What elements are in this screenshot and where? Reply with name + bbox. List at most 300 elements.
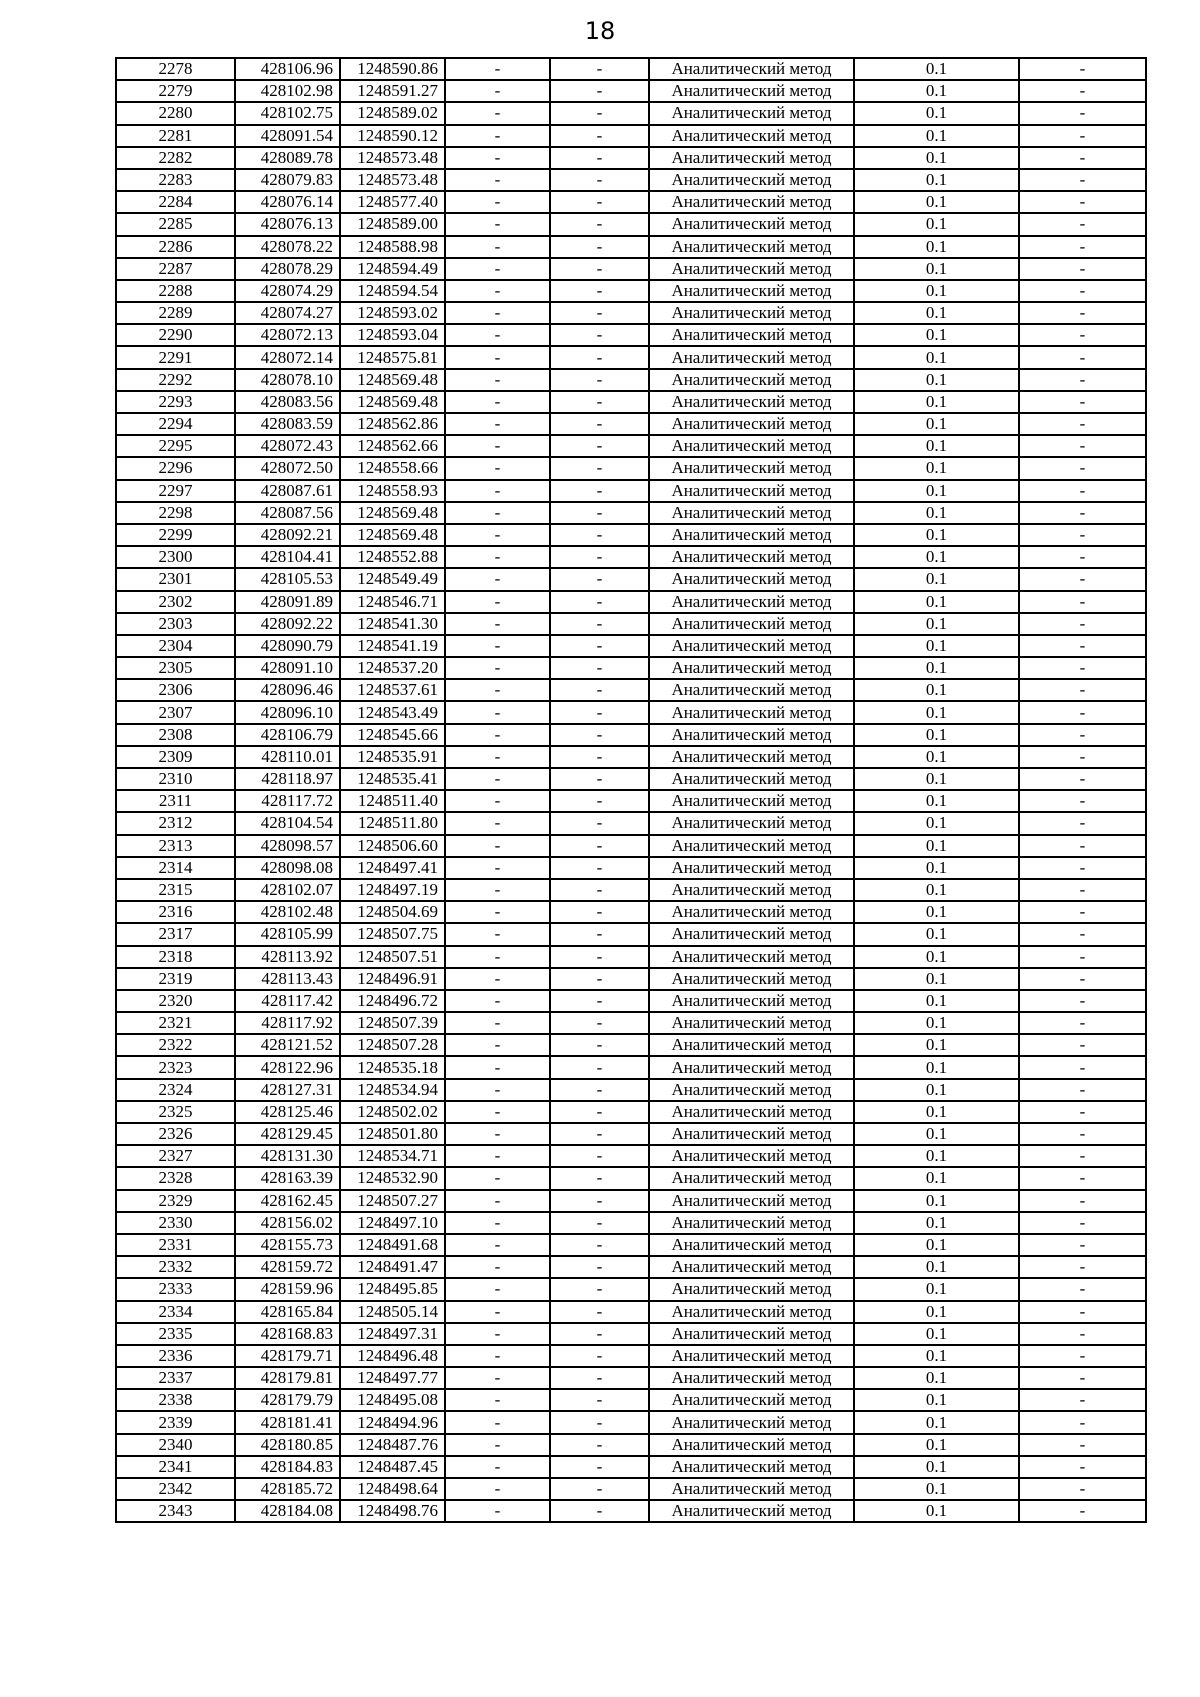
table-row <box>116 1323 1146 1345</box>
empty-cell-a: - <box>445 701 550 723</box>
empty-cell-c: - <box>1019 591 1146 613</box>
point-number-cell: 2300 <box>116 546 235 568</box>
point-number-cell: 2325 <box>116 1101 235 1123</box>
y-coordinate-cell: 1248502.02 <box>340 1101 445 1123</box>
method-cell: Аналитический метод <box>649 901 854 923</box>
empty-cell-c: - <box>1019 1079 1146 1101</box>
empty-cell-c: - <box>1019 746 1146 768</box>
empty-cell-a: - <box>445 724 550 746</box>
empty-cell-b: - <box>550 746 649 768</box>
precision-cell: 0.1 <box>854 369 1019 391</box>
table-row <box>116 524 1146 546</box>
x-coordinate-cell: 428078.29 <box>235 258 340 280</box>
empty-cell-b: - <box>550 457 649 479</box>
table-row <box>116 568 1146 590</box>
y-coordinate-cell: 1248537.20 <box>340 657 445 679</box>
table-row <box>116 391 1146 413</box>
table-row <box>116 923 1146 945</box>
empty-cell-b: - <box>550 724 649 746</box>
empty-cell-a: - <box>445 1278 550 1300</box>
y-coordinate-cell: 1248573.48 <box>340 169 445 191</box>
empty-cell-c: - <box>1019 1301 1146 1323</box>
empty-cell-b: - <box>550 857 649 879</box>
precision-cell: 0.1 <box>854 1079 1019 1101</box>
table-row <box>116 1456 1146 1478</box>
point-number-cell: 2280 <box>116 102 235 124</box>
precision-cell: 0.1 <box>854 391 1019 413</box>
precision-cell: 0.1 <box>854 1456 1019 1478</box>
table-row <box>116 1123 1146 1145</box>
empty-cell-a: - <box>445 790 550 812</box>
y-coordinate-cell: 1248558.66 <box>340 457 445 479</box>
method-cell: Аналитический метод <box>649 968 854 990</box>
empty-cell-a: - <box>445 857 550 879</box>
x-coordinate-cell: 428104.41 <box>235 546 340 568</box>
empty-cell-a: - <box>445 901 550 923</box>
method-cell: Аналитический метод <box>649 1079 854 1101</box>
y-coordinate-cell: 1248541.19 <box>340 635 445 657</box>
empty-cell-a: - <box>445 102 550 124</box>
point-number-cell: 2292 <box>116 369 235 391</box>
empty-cell-b: - <box>550 302 649 324</box>
point-number-cell: 2310 <box>116 768 235 790</box>
precision-cell: 0.1 <box>854 768 1019 790</box>
empty-cell-c: - <box>1019 946 1146 968</box>
empty-cell-a: - <box>445 1256 550 1278</box>
y-coordinate-cell: 1248496.91 <box>340 968 445 990</box>
point-number-cell: 2309 <box>116 746 235 768</box>
table-row <box>116 169 1146 191</box>
table-row <box>116 790 1146 812</box>
table-row <box>116 1411 1146 1433</box>
table-row <box>116 724 1146 746</box>
empty-cell-b: - <box>550 1101 649 1123</box>
table-row <box>116 946 1146 968</box>
method-cell: Аналитический метод <box>649 879 854 901</box>
precision-cell: 0.1 <box>854 1434 1019 1456</box>
empty-cell-b: - <box>550 480 649 502</box>
method-cell: Аналитический метод <box>649 236 854 258</box>
point-number-cell: 2285 <box>116 213 235 235</box>
table-row <box>116 213 1146 235</box>
empty-cell-c: - <box>1019 835 1146 857</box>
precision-cell: 0.1 <box>854 435 1019 457</box>
method-cell: Аналитический метод <box>649 369 854 391</box>
empty-cell-a: - <box>445 812 550 834</box>
y-coordinate-cell: 1248497.10 <box>340 1212 445 1234</box>
precision-cell: 0.1 <box>854 502 1019 524</box>
y-coordinate-cell: 1248534.71 <box>340 1145 445 1167</box>
x-coordinate-cell: 428163.39 <box>235 1167 340 1189</box>
method-cell: Аналитический метод <box>649 169 854 191</box>
point-number-cell: 2294 <box>116 413 235 435</box>
empty-cell-b: - <box>550 236 649 258</box>
precision-cell: 0.1 <box>854 280 1019 302</box>
table-row <box>116 990 1146 1012</box>
table-row <box>116 369 1146 391</box>
precision-cell: 0.1 <box>854 812 1019 834</box>
precision-cell: 0.1 <box>854 80 1019 102</box>
table-row <box>116 457 1146 479</box>
empty-cell-a: - <box>445 1234 550 1256</box>
table-row <box>116 1500 1146 1522</box>
precision-cell: 0.1 <box>854 1101 1019 1123</box>
x-coordinate-cell: 428184.83 <box>235 1456 340 1478</box>
table-row <box>116 679 1146 701</box>
method-cell: Аналитический метод <box>649 346 854 368</box>
x-coordinate-cell: 428113.43 <box>235 968 340 990</box>
table-row <box>116 768 1146 790</box>
y-coordinate-cell: 1248496.72 <box>340 990 445 1012</box>
empty-cell-a: - <box>445 1101 550 1123</box>
table-row <box>116 1079 1146 1101</box>
x-coordinate-cell: 428083.59 <box>235 413 340 435</box>
precision-cell: 0.1 <box>854 480 1019 502</box>
table-row <box>116 191 1146 213</box>
empty-cell-c: - <box>1019 346 1146 368</box>
method-cell: Аналитический метод <box>649 1034 854 1056</box>
point-number-cell: 2301 <box>116 568 235 590</box>
empty-cell-a: - <box>445 1079 550 1101</box>
empty-cell-b: - <box>550 835 649 857</box>
point-number-cell: 2336 <box>116 1345 235 1367</box>
precision-cell: 0.1 <box>854 213 1019 235</box>
table-row <box>116 1145 1146 1167</box>
y-coordinate-cell: 1248535.41 <box>340 768 445 790</box>
table-row <box>116 236 1146 258</box>
x-coordinate-cell: 428089.78 <box>235 147 340 169</box>
point-number-cell: 2314 <box>116 857 235 879</box>
empty-cell-c: - <box>1019 635 1146 657</box>
point-number-cell: 2337 <box>116 1367 235 1389</box>
table-row <box>116 302 1146 324</box>
precision-cell: 0.1 <box>854 169 1019 191</box>
precision-cell: 0.1 <box>854 1256 1019 1278</box>
x-coordinate-cell: 428131.30 <box>235 1145 340 1167</box>
precision-cell: 0.1 <box>854 524 1019 546</box>
x-coordinate-cell: 428121.52 <box>235 1034 340 1056</box>
empty-cell-b: - <box>550 1323 649 1345</box>
empty-cell-a: - <box>445 1456 550 1478</box>
precision-cell: 0.1 <box>854 457 1019 479</box>
point-number-cell: 2286 <box>116 236 235 258</box>
empty-cell-c: - <box>1019 1478 1146 1500</box>
y-coordinate-cell: 1248577.40 <box>340 191 445 213</box>
precision-cell: 0.1 <box>854 1212 1019 1234</box>
empty-cell-c: - <box>1019 568 1146 590</box>
point-number-cell: 2293 <box>116 391 235 413</box>
y-coordinate-cell: 1248507.39 <box>340 1012 445 1034</box>
method-cell: Аналитический метод <box>649 923 854 945</box>
table-row <box>116 1389 1146 1411</box>
y-coordinate-cell: 1248573.48 <box>340 147 445 169</box>
method-cell: Аналитический метод <box>649 524 854 546</box>
point-number-cell: 2326 <box>116 1123 235 1145</box>
empty-cell-c: - <box>1019 613 1146 635</box>
empty-cell-b: - <box>550 1212 649 1234</box>
point-number-cell: 2312 <box>116 812 235 834</box>
table-row <box>116 657 1146 679</box>
y-coordinate-cell: 1248562.66 <box>340 435 445 457</box>
empty-cell-c: - <box>1019 901 1146 923</box>
table-row <box>116 1301 1146 1323</box>
x-coordinate-cell: 428102.48 <box>235 901 340 923</box>
x-coordinate-cell: 428106.79 <box>235 724 340 746</box>
empty-cell-c: - <box>1019 1367 1146 1389</box>
method-cell: Аналитический метод <box>649 546 854 568</box>
table-row <box>116 1256 1146 1278</box>
y-coordinate-cell: 1248549.49 <box>340 568 445 590</box>
method-cell: Аналитический метод <box>649 1256 854 1278</box>
y-coordinate-cell: 1248511.80 <box>340 812 445 834</box>
method-cell: Аналитический метод <box>649 1456 854 1478</box>
y-coordinate-cell: 1248594.54 <box>340 280 445 302</box>
method-cell: Аналитический метод <box>649 657 854 679</box>
empty-cell-c: - <box>1019 480 1146 502</box>
y-coordinate-cell: 1248507.75 <box>340 923 445 945</box>
x-coordinate-cell: 428092.22 <box>235 613 340 635</box>
x-coordinate-cell: 428074.29 <box>235 280 340 302</box>
point-number-cell: 2332 <box>116 1256 235 1278</box>
y-coordinate-cell: 1248506.60 <box>340 835 445 857</box>
point-number-cell: 2316 <box>116 901 235 923</box>
table-row <box>116 280 1146 302</box>
empty-cell-c: - <box>1019 302 1146 324</box>
method-cell: Аналитический метод <box>649 1434 854 1456</box>
empty-cell-b: - <box>550 679 649 701</box>
empty-cell-a: - <box>445 1167 550 1189</box>
precision-cell: 0.1 <box>854 923 1019 945</box>
empty-cell-a: - <box>445 923 550 945</box>
empty-cell-c: - <box>1019 857 1146 879</box>
empty-cell-c: - <box>1019 1278 1146 1300</box>
empty-cell-b: - <box>550 58 649 80</box>
empty-cell-c: - <box>1019 1034 1146 1056</box>
empty-cell-b: - <box>550 369 649 391</box>
method-cell: Аналитический метод <box>649 1389 854 1411</box>
x-coordinate-cell: 428117.72 <box>235 790 340 812</box>
precision-cell: 0.1 <box>854 613 1019 635</box>
empty-cell-a: - <box>445 1478 550 1500</box>
point-number-cell: 2287 <box>116 258 235 280</box>
y-coordinate-cell: 1248491.47 <box>340 1256 445 1278</box>
y-coordinate-cell: 1248497.41 <box>340 857 445 879</box>
y-coordinate-cell: 1248498.76 <box>340 1500 445 1522</box>
x-coordinate-cell: 428083.56 <box>235 391 340 413</box>
empty-cell-a: - <box>445 1145 550 1167</box>
x-coordinate-cell: 428117.42 <box>235 990 340 1012</box>
table-row <box>116 80 1146 102</box>
x-coordinate-cell: 428106.96 <box>235 58 340 80</box>
x-coordinate-cell: 428185.72 <box>235 1478 340 1500</box>
point-number-cell: 2284 <box>116 191 235 213</box>
precision-cell: 0.1 <box>854 1478 1019 1500</box>
method-cell: Аналитический метод <box>649 1367 854 1389</box>
x-coordinate-cell: 428104.54 <box>235 812 340 834</box>
empty-cell-a: - <box>445 1123 550 1145</box>
empty-cell-a: - <box>445 1212 550 1234</box>
empty-cell-c: - <box>1019 1323 1146 1345</box>
y-coordinate-cell: 1248495.85 <box>340 1278 445 1300</box>
method-cell: Аналитический метод <box>649 790 854 812</box>
empty-cell-b: - <box>550 346 649 368</box>
precision-cell: 0.1 <box>854 635 1019 657</box>
y-coordinate-cell: 1248498.64 <box>340 1478 445 1500</box>
precision-cell: 0.1 <box>854 413 1019 435</box>
point-number-cell: 2335 <box>116 1323 235 1345</box>
empty-cell-b: - <box>550 1034 649 1056</box>
method-cell: Аналитический метод <box>649 990 854 1012</box>
method-cell: Аналитический метод <box>649 147 854 169</box>
method-cell: Аналитический метод <box>649 324 854 346</box>
table-row <box>116 746 1146 768</box>
empty-cell-a: - <box>445 147 550 169</box>
method-cell: Аналитический метод <box>649 1212 854 1234</box>
method-cell: Аналитический метод <box>649 191 854 213</box>
empty-cell-b: - <box>550 1389 649 1411</box>
method-cell: Аналитический метод <box>649 258 854 280</box>
method-cell: Аналитический метод <box>649 1234 854 1256</box>
method-cell: Аналитический метод <box>649 1012 854 1034</box>
x-coordinate-cell: 428091.54 <box>235 125 340 147</box>
x-coordinate-cell: 428159.96 <box>235 1278 340 1300</box>
empty-cell-b: - <box>550 280 649 302</box>
table-row <box>116 1278 1146 1300</box>
point-number-cell: 2296 <box>116 457 235 479</box>
precision-cell: 0.1 <box>854 990 1019 1012</box>
empty-cell-b: - <box>550 990 649 1012</box>
table-row <box>116 1012 1146 1034</box>
empty-cell-b: - <box>550 125 649 147</box>
empty-cell-c: - <box>1019 812 1146 834</box>
empty-cell-b: - <box>550 1145 649 1167</box>
point-number-cell: 2306 <box>116 679 235 701</box>
empty-cell-b: - <box>550 591 649 613</box>
table-row <box>116 258 1146 280</box>
y-coordinate-cell: 1248505.14 <box>340 1301 445 1323</box>
point-number-cell: 2283 <box>116 169 235 191</box>
method-cell: Аналитический метод <box>649 1301 854 1323</box>
y-coordinate-cell: 1248487.76 <box>340 1434 445 1456</box>
y-coordinate-cell: 1248507.27 <box>340 1190 445 1212</box>
method-cell: Аналитический метод <box>649 213 854 235</box>
x-coordinate-cell: 428125.46 <box>235 1101 340 1123</box>
x-coordinate-cell: 428122.96 <box>235 1056 340 1078</box>
precision-cell: 0.1 <box>854 1056 1019 1078</box>
table-row <box>116 1101 1146 1123</box>
point-number-cell: 2278 <box>116 58 235 80</box>
point-number-cell: 2307 <box>116 701 235 723</box>
x-coordinate-cell: 428105.53 <box>235 568 340 590</box>
empty-cell-a: - <box>445 369 550 391</box>
method-cell: Аналитический метод <box>649 1056 854 1078</box>
empty-cell-a: - <box>445 1056 550 1078</box>
empty-cell-c: - <box>1019 213 1146 235</box>
point-number-cell: 2329 <box>116 1190 235 1212</box>
y-coordinate-cell: 1248534.94 <box>340 1079 445 1101</box>
precision-cell: 0.1 <box>854 236 1019 258</box>
x-coordinate-cell: 428102.98 <box>235 80 340 102</box>
empty-cell-c: - <box>1019 236 1146 258</box>
point-number-cell: 2313 <box>116 835 235 857</box>
empty-cell-a: - <box>445 191 550 213</box>
precision-cell: 0.1 <box>854 679 1019 701</box>
y-coordinate-cell: 1248501.80 <box>340 1123 445 1145</box>
x-coordinate-cell: 428184.08 <box>235 1500 340 1522</box>
precision-cell: 0.1 <box>854 1323 1019 1345</box>
method-cell: Аналитический метод <box>649 1345 854 1367</box>
point-number-cell: 2295 <box>116 435 235 457</box>
precision-cell: 0.1 <box>854 147 1019 169</box>
empty-cell-b: - <box>550 435 649 457</box>
empty-cell-a: - <box>445 1345 550 1367</box>
empty-cell-b: - <box>550 502 649 524</box>
precision-cell: 0.1 <box>854 1389 1019 1411</box>
table-row <box>116 1234 1146 1256</box>
empty-cell-c: - <box>1019 435 1146 457</box>
method-cell: Аналитический метод <box>649 568 854 590</box>
empty-cell-c: - <box>1019 369 1146 391</box>
empty-cell-c: - <box>1019 968 1146 990</box>
empty-cell-c: - <box>1019 1234 1146 1256</box>
precision-cell: 0.1 <box>854 701 1019 723</box>
empty-cell-a: - <box>445 1389 550 1411</box>
empty-cell-b: - <box>550 568 649 590</box>
y-coordinate-cell: 1248594.49 <box>340 258 445 280</box>
table-row <box>116 502 1146 524</box>
empty-cell-a: - <box>445 1367 550 1389</box>
method-cell: Аналитический метод <box>649 1101 854 1123</box>
y-coordinate-cell: 1248541.30 <box>340 613 445 635</box>
empty-cell-b: - <box>550 1434 649 1456</box>
method-cell: Аналитический метод <box>649 502 854 524</box>
method-cell: Аналитический метод <box>649 125 854 147</box>
empty-cell-c: - <box>1019 191 1146 213</box>
point-number-cell: 2281 <box>116 125 235 147</box>
y-coordinate-cell: 1248569.48 <box>340 524 445 546</box>
empty-cell-a: - <box>445 1190 550 1212</box>
y-coordinate-cell: 1248593.04 <box>340 324 445 346</box>
empty-cell-c: - <box>1019 502 1146 524</box>
x-coordinate-cell: 428159.72 <box>235 1256 340 1278</box>
method-cell: Аналитический метод <box>649 812 854 834</box>
method-cell: Аналитический метод <box>649 413 854 435</box>
x-coordinate-cell: 428090.79 <box>235 635 340 657</box>
precision-cell: 0.1 <box>854 835 1019 857</box>
empty-cell-c: - <box>1019 457 1146 479</box>
y-coordinate-cell: 1248543.49 <box>340 701 445 723</box>
empty-cell-b: - <box>550 613 649 635</box>
point-number-cell: 2333 <box>116 1278 235 1300</box>
empty-cell-b: - <box>550 1500 649 1522</box>
point-number-cell: 2305 <box>116 657 235 679</box>
method-cell: Аналитический метод <box>649 724 854 746</box>
point-number-cell: 2321 <box>116 1012 235 1034</box>
point-number-cell: 2330 <box>116 1212 235 1234</box>
empty-cell-a: - <box>445 457 550 479</box>
point-number-cell: 2334 <box>116 1301 235 1323</box>
point-number-cell: 2320 <box>116 990 235 1012</box>
empty-cell-c: - <box>1019 1256 1146 1278</box>
method-cell: Аналитический метод <box>649 1167 854 1189</box>
empty-cell-b: - <box>550 1012 649 1034</box>
y-coordinate-cell: 1248593.02 <box>340 302 445 324</box>
table-row <box>116 1212 1146 1234</box>
empty-cell-a: - <box>445 1434 550 1456</box>
empty-cell-a: - <box>445 280 550 302</box>
x-coordinate-cell: 428087.56 <box>235 502 340 524</box>
empty-cell-b: - <box>550 524 649 546</box>
